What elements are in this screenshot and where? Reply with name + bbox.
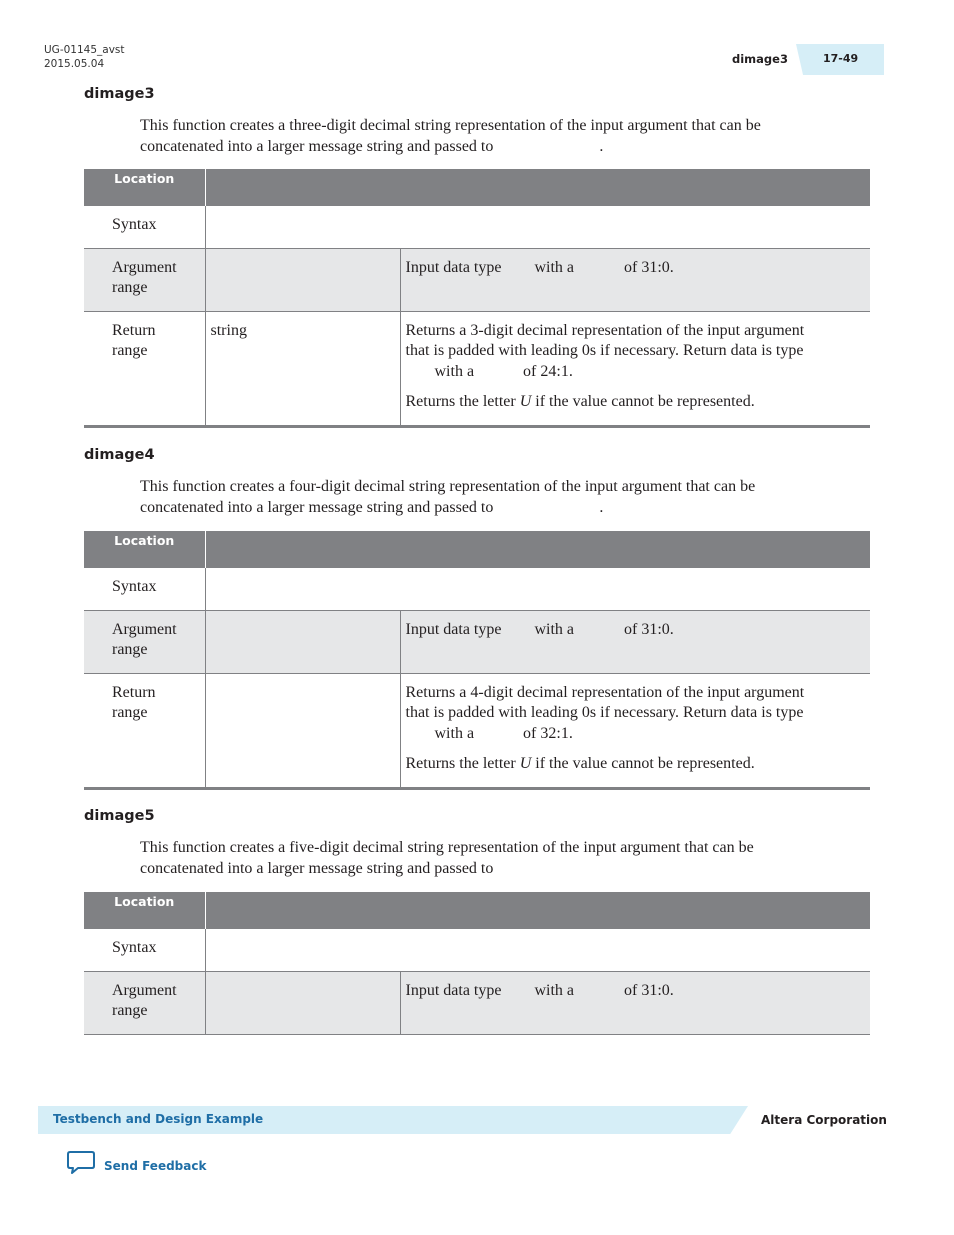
intro-line [140,498,840,519]
return-desc-paragraph [406,683,863,745]
location-header: Location [84,892,205,929]
syntax-value [205,929,870,971]
desc-text: with a [434,362,475,380]
label-line: range [112,1002,148,1019]
desc-text: with a [534,981,575,999]
send-feedback-label[interactable]: Send Feedback [104,1158,207,1173]
section-intro-dimage3 [140,116,840,157]
syntax-row [84,568,870,610]
desc-text: with a [434,724,475,742]
label-line: Argument [112,981,177,999]
intro-text: concatenated into a larger message string and passed to [140,137,494,155]
label-line: Argument [112,620,177,638]
intro-line: This function creates a three-digit decimal string representation of the input argument that can be [140,117,761,134]
argument-label [84,248,205,311]
header-section-title: dimage3 [732,52,788,66]
label-line: Argument [112,258,177,276]
table-header-row [84,531,870,568]
return-type [205,673,400,788]
label-line: Return [112,321,156,339]
return-desc-paragraph [406,321,863,383]
note-text: Returns the letter [405,393,516,410]
syntax-row [84,929,870,971]
desc-line: Returns a 4-digit decimal representation of the input argument [405,683,805,701]
syntax-label: Syntax [84,206,205,248]
document-date: 2015.05.04 [44,58,105,70]
return-type: string [205,311,400,426]
document-id-block [44,43,125,71]
desc-text: with a [534,258,575,276]
argument-label [84,971,205,1034]
label-line: range [112,704,148,721]
intro-line: This function creates a four-digit decimal string representation of the input argument that can be [140,478,756,495]
location-header: Location [84,169,205,206]
argument-type [205,610,400,673]
syntax-label: Syntax [84,929,205,971]
label-line: range [112,279,148,296]
location-value [205,892,870,929]
desc-line: Returns a 3-digit decimal representation of the input argument [405,321,805,339]
argument-type [205,248,400,311]
desc-text: Input data type [405,620,502,638]
intro-line [140,137,840,158]
intro-text: concatenated into a larger message string and passed to [140,498,494,516]
desc-text: of 31:0. [624,620,674,638]
table-header-row [84,892,870,929]
return-description [400,311,870,426]
location-value [205,531,870,568]
page-number: 17-49 [823,52,859,65]
intro-punctuation: . [599,498,604,516]
note-text: if the value cannot be represented. [535,755,755,772]
return-row [84,311,870,426]
return-note [406,754,863,775]
section-intro-dimage5 [140,838,840,879]
location-value [205,169,870,206]
return-description [400,673,870,788]
argument-type [205,971,400,1034]
location-header: Location [84,531,205,568]
desc-text: of 31:0. [624,258,674,276]
intro-line: concatenated into a larger message string and passed to [140,859,494,877]
desc-text: of 32:1. [523,724,573,742]
note-text: Returns the letter [405,755,516,772]
spec-table-dimage4 [84,531,870,790]
syntax-value [205,206,870,248]
spec-table-dimage3 [84,169,870,428]
note-letter: U [519,755,532,772]
document-id: UG-01145_avst [44,44,125,56]
desc-line [406,724,863,745]
argument-label [84,610,205,673]
argument-description [400,971,870,1034]
speech-bubble-icon [66,1150,96,1181]
desc-text: of 24:1. [523,362,573,380]
send-feedback-link[interactable] [66,1150,206,1181]
return-label [84,311,205,426]
table-header-row [84,169,870,206]
desc-text: Input data type [405,981,502,999]
return-label [84,673,205,788]
return-row [84,673,870,788]
argument-row [84,610,870,673]
section-title-dimage5: dimage5 [84,808,155,824]
spec-table-dimage5 [84,892,870,1035]
desc-text: with a [534,620,575,638]
intro-punctuation: . [599,137,604,155]
desc-line: that is padded with leading 0s if necessary. Return data is type [405,342,804,359]
header-page-tab [796,44,884,75]
label-line: Return [112,683,156,701]
desc-text: of 31:0. [624,981,674,999]
footer-company: Altera Corporation [761,1113,887,1127]
syntax-label: Syntax [84,568,205,610]
intro-line: This function creates a five-digit decimal string representation of the input argument that can be [140,839,754,856]
note-text: if the value cannot be represented. [535,393,755,410]
section-title-dimage4: dimage4 [84,447,155,463]
argument-row [84,971,870,1034]
footer-chapter-title[interactable]: Testbench and Design Example [53,1112,264,1126]
syntax-row [84,206,870,248]
syntax-value [205,568,870,610]
desc-line [406,362,863,383]
argument-description [400,248,870,311]
desc-text: Input data type [405,258,502,276]
label-line: range [112,342,148,359]
return-note [406,392,863,413]
argument-row [84,248,870,311]
section-intro-dimage4 [140,477,840,518]
argument-description [400,610,870,673]
label-line: range [112,641,148,658]
section-title-dimage3: dimage3 [84,86,155,102]
note-letter: U [519,393,532,410]
desc-line: that is padded with leading 0s if necessary. Return data is type [405,704,804,721]
